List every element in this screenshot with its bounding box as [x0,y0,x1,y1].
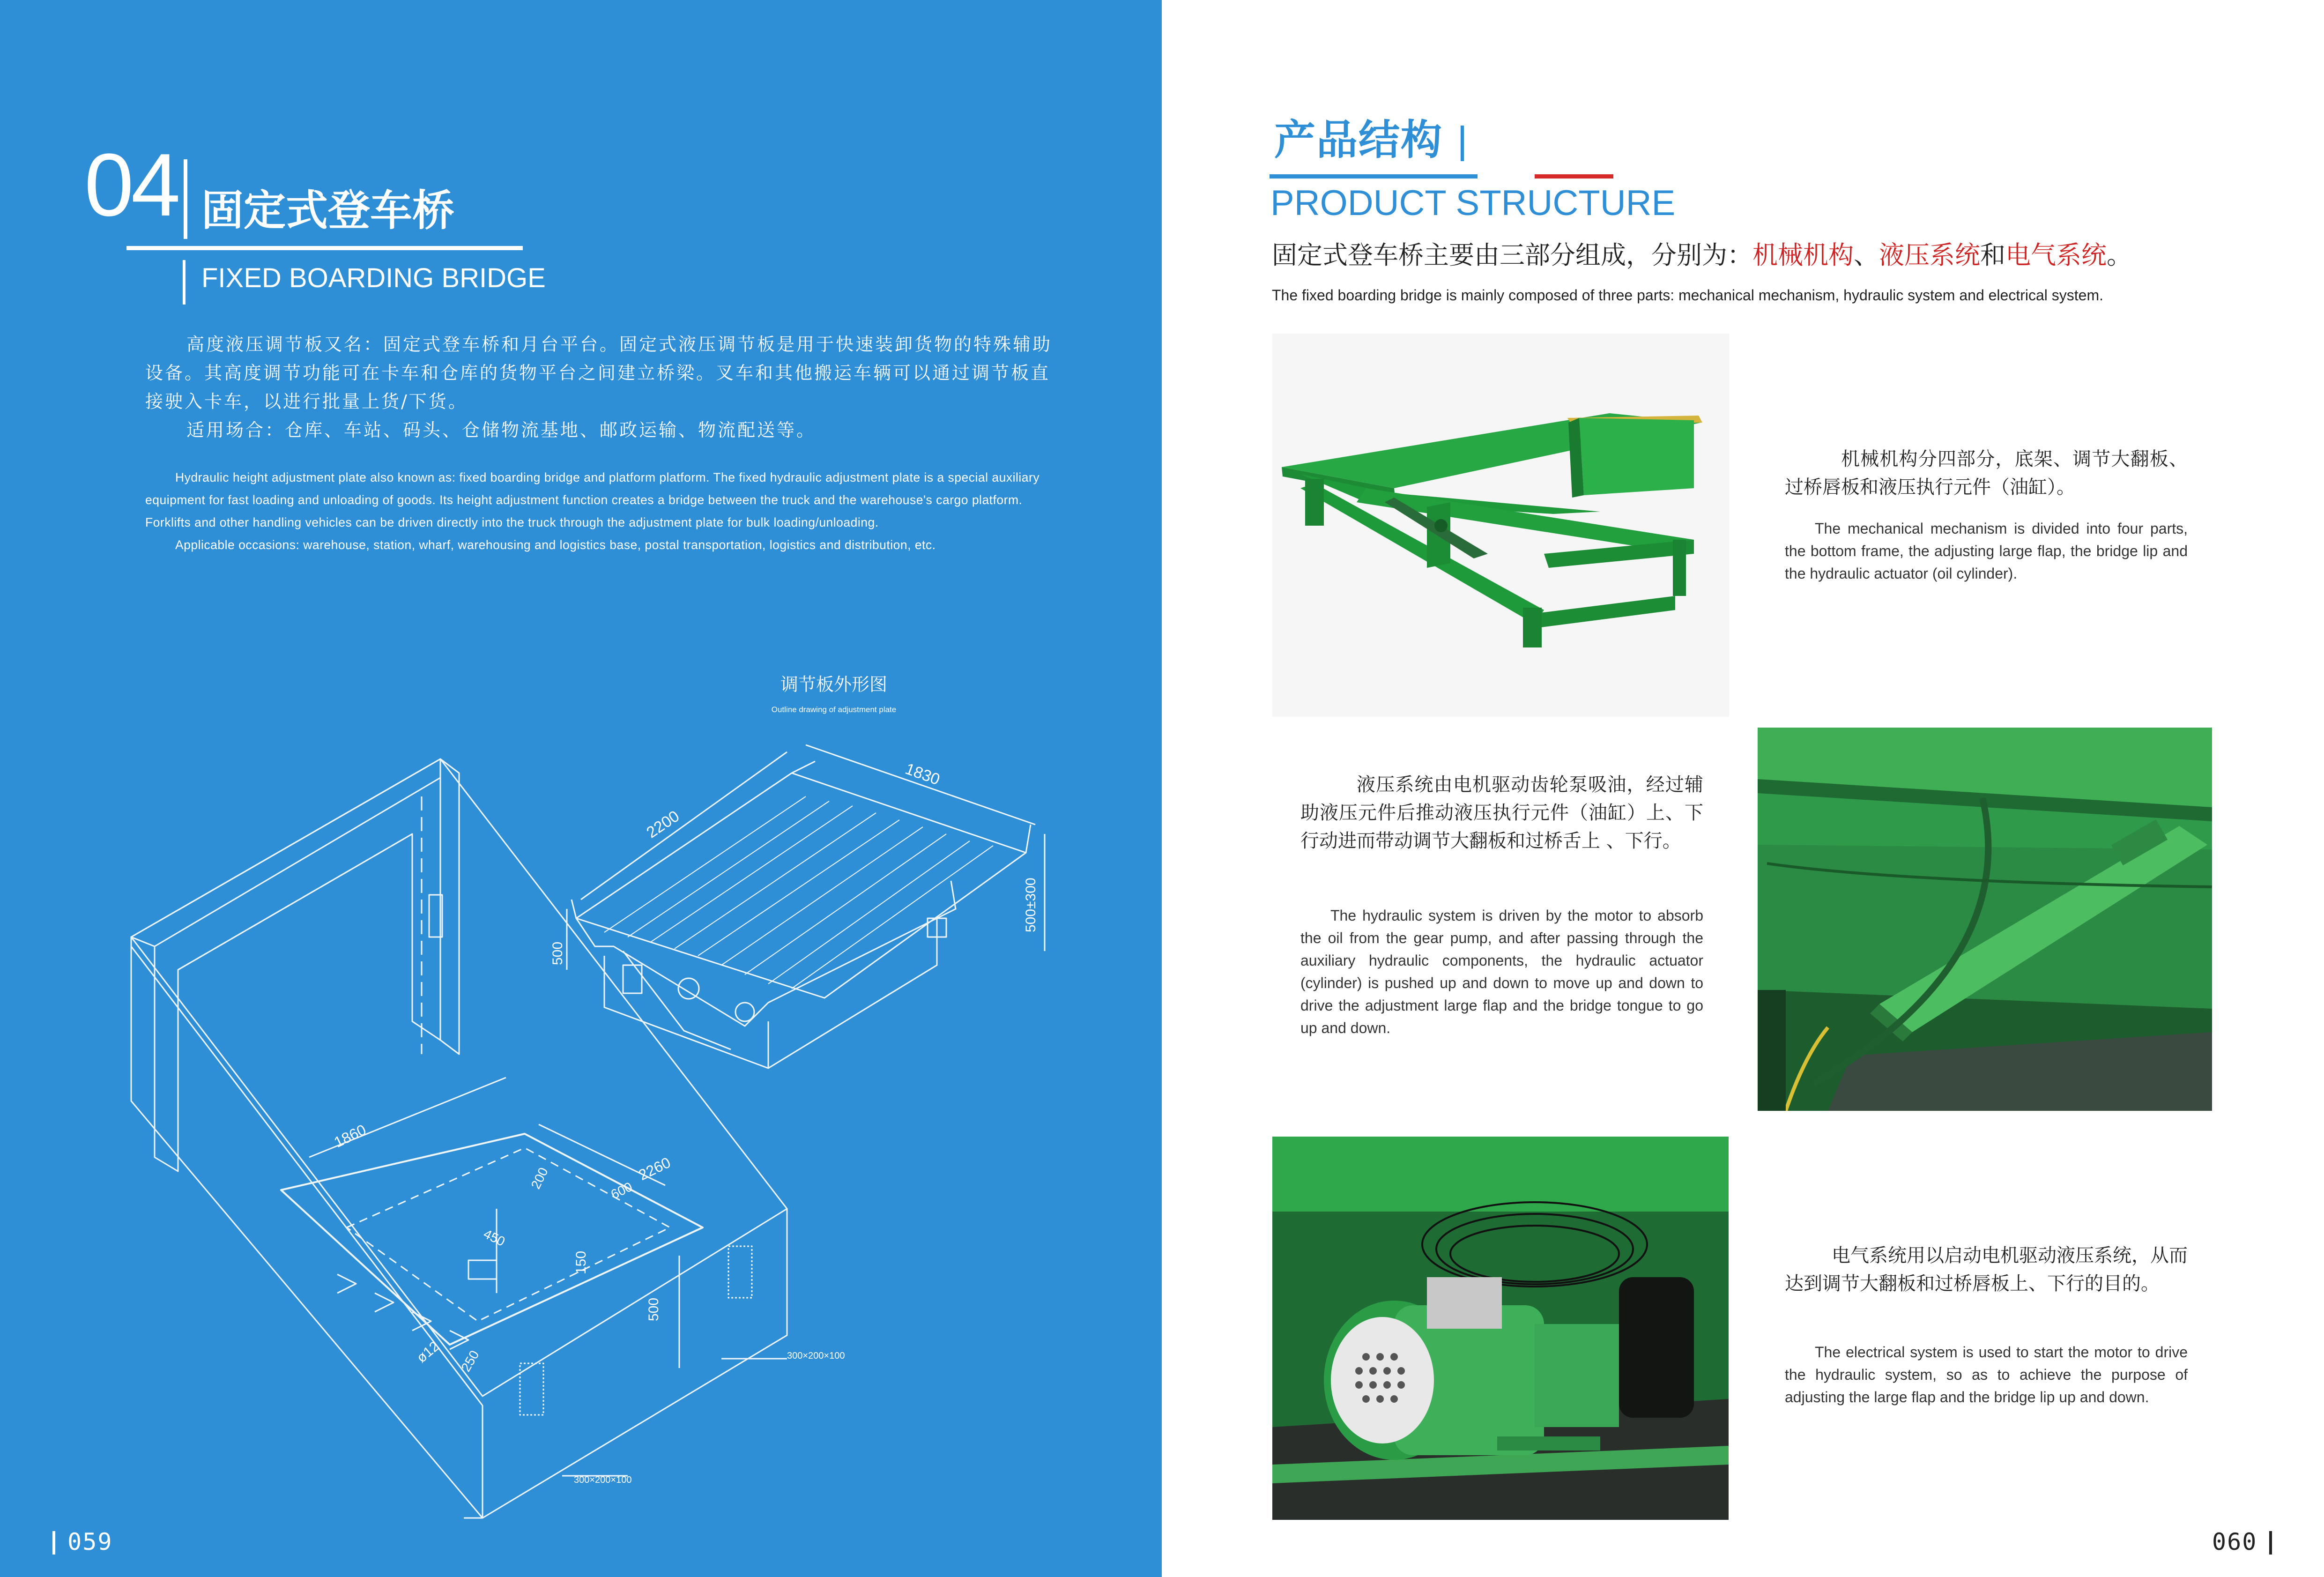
summary-end: 。 [2107,240,2132,270]
dim-phi12: ø12 [414,1338,443,1366]
dim-2200: 2200 [643,807,683,842]
summary-separator: 和 [1980,240,2005,270]
title-underline-blue [1270,174,1478,179]
section-title-en: FIXED BOARDING BRIDGE [201,263,546,293]
dim-1830: 1830 [903,759,943,789]
drawing-caption-cn: 调节板外形图 [780,674,887,695]
electrical-desc-en: The electrical system is used to start the motor to drive the hydraulic system, so as to achieve the purpose of adjusting the large flap and the bridge lip up and down. [1785,1344,2188,1406]
intro-cn-paragraph: 高度液压调节板又名：固定式登车桥和月台平台。固定式液压调节板是用于快速装卸货物的特殊辅助设备。其高度调节功能可在卡车和仓库的货物平台之间建立桥梁。叉车和其他搬运车辆可以通过调节板直接驶入卡车，以进行批量上货/下货。 [145,334,1053,412]
summary-mechanical: 机械机构 [1752,240,1854,270]
intro-en-paragraph: Applicable occasions: warehouse, station, wharf, warehousing and logistics base, postal transportation, logistics and distribution, etc. [175,538,936,552]
structure-summary-en: The fixed boarding bridge is mainly composed of three parts: mechanical mechanism, hydraulic system and electrical system. [1272,287,2104,304]
summary-separator: 、 [1854,240,1879,270]
product-structure-title-en: PRODUCT STRUCTURE [1270,183,1676,223]
hydraulic-cylinder-photo [1758,728,2212,1111]
dim-box-1: 300×200×100 [787,1351,845,1361]
summary-electrical: 电气系统 [2005,240,2107,270]
dim-150: 150 [573,1250,589,1274]
right-page [1162,0,2324,1577]
page-number-bar [2269,1531,2272,1555]
title-underline-red [1535,174,1613,179]
dim-500-300: 500±300 [1023,878,1039,932]
dim-450: 450 [481,1226,507,1249]
summary-hydraulic: 液压系统 [1879,240,1980,270]
product-structure-title-cn: 产品结构 [1274,116,1443,164]
title-bar [1461,126,1464,161]
summary-prefix: 固定式登车桥主要由三部分组成，分别为： [1272,240,1752,270]
section-title-cn: 固定式登车桥 [201,186,454,235]
electrical-desc-cn: 电气系统用以启动电机驱动液压系统，从而达到调节大翻板和过桥唇板上、下行的目的。 [1785,1245,2188,1294]
hydraulic-desc-en: The hydraulic system is driven by the motor to absorb the oil from the gear pump, and after passing through the auxiliary hydraulic components, the hydraulic actuator (cylinder) is pushed up and down to move up and down to drive the adjustment large flap and the bridge tongue to go up and down. [1300,907,1703,1036]
mechanical-desc-cn: 机械机构分四部分，底架、调节大翻板、过桥唇板和液压执行元件（油缸）。 [1785,448,2188,498]
dim-box-2: 300×200×100 [574,1475,632,1485]
dim-600: 600 [609,1179,635,1202]
electric-motor-photo [1272,1137,1729,1520]
hydraulic-desc-cn: 液压系统由电机驱动齿轮泵吸油，经过辅助液压元件后推动液压执行元件（油缸）上、下行动进而带动调节大翻板和过桥舌上 、下行。 [1300,774,1703,852]
page-number-left [52,1528,112,1555]
mechanical-desc-en: The mechanical mechanism is divided into four parts, the bottom frame, the adjusting large flap, the bridge lip and the hydraulic actuator (oil cylinder). [1785,520,2188,582]
dim-200: 200 [528,1165,551,1191]
intro-cn-paragraph: 适用场合：仓库、车站、码头、仓储物流基地、邮政运输、物流配送等。 [186,420,817,440]
structure-summary-cn [1272,240,2132,270]
dim-1860: 1860 [331,1121,369,1151]
dim-250: 250 [458,1348,482,1374]
pit-edge [131,937,483,1518]
drawing-caption-en: Outline drawing of adjustment plate [771,705,897,714]
section-number: 04 [84,135,178,235]
dock-leveler-photo [1272,334,1729,717]
page-number-left-value: 059 [67,1528,113,1555]
page-number-right: 060 [2212,1528,2257,1555]
dim-500b: 500 [646,1297,661,1321]
dim-500: 500 [550,941,565,965]
intro-en-paragraph: Hydraulic height adjustment plate also known as: fixed boarding bridge and platform platform. The fixed hydraulic adjustment plate is a special auxiliary equipment for fast loading and unloading of goods. Its height adjustment function creates a bridge between the truck and the warehouse's cargo platform. Forklifts and other handling vehicles can be driven directly into the truck through the adjustment plate for bulk loading/unloading. [145,470,1040,529]
dim-2260: 2260 [636,1153,674,1184]
